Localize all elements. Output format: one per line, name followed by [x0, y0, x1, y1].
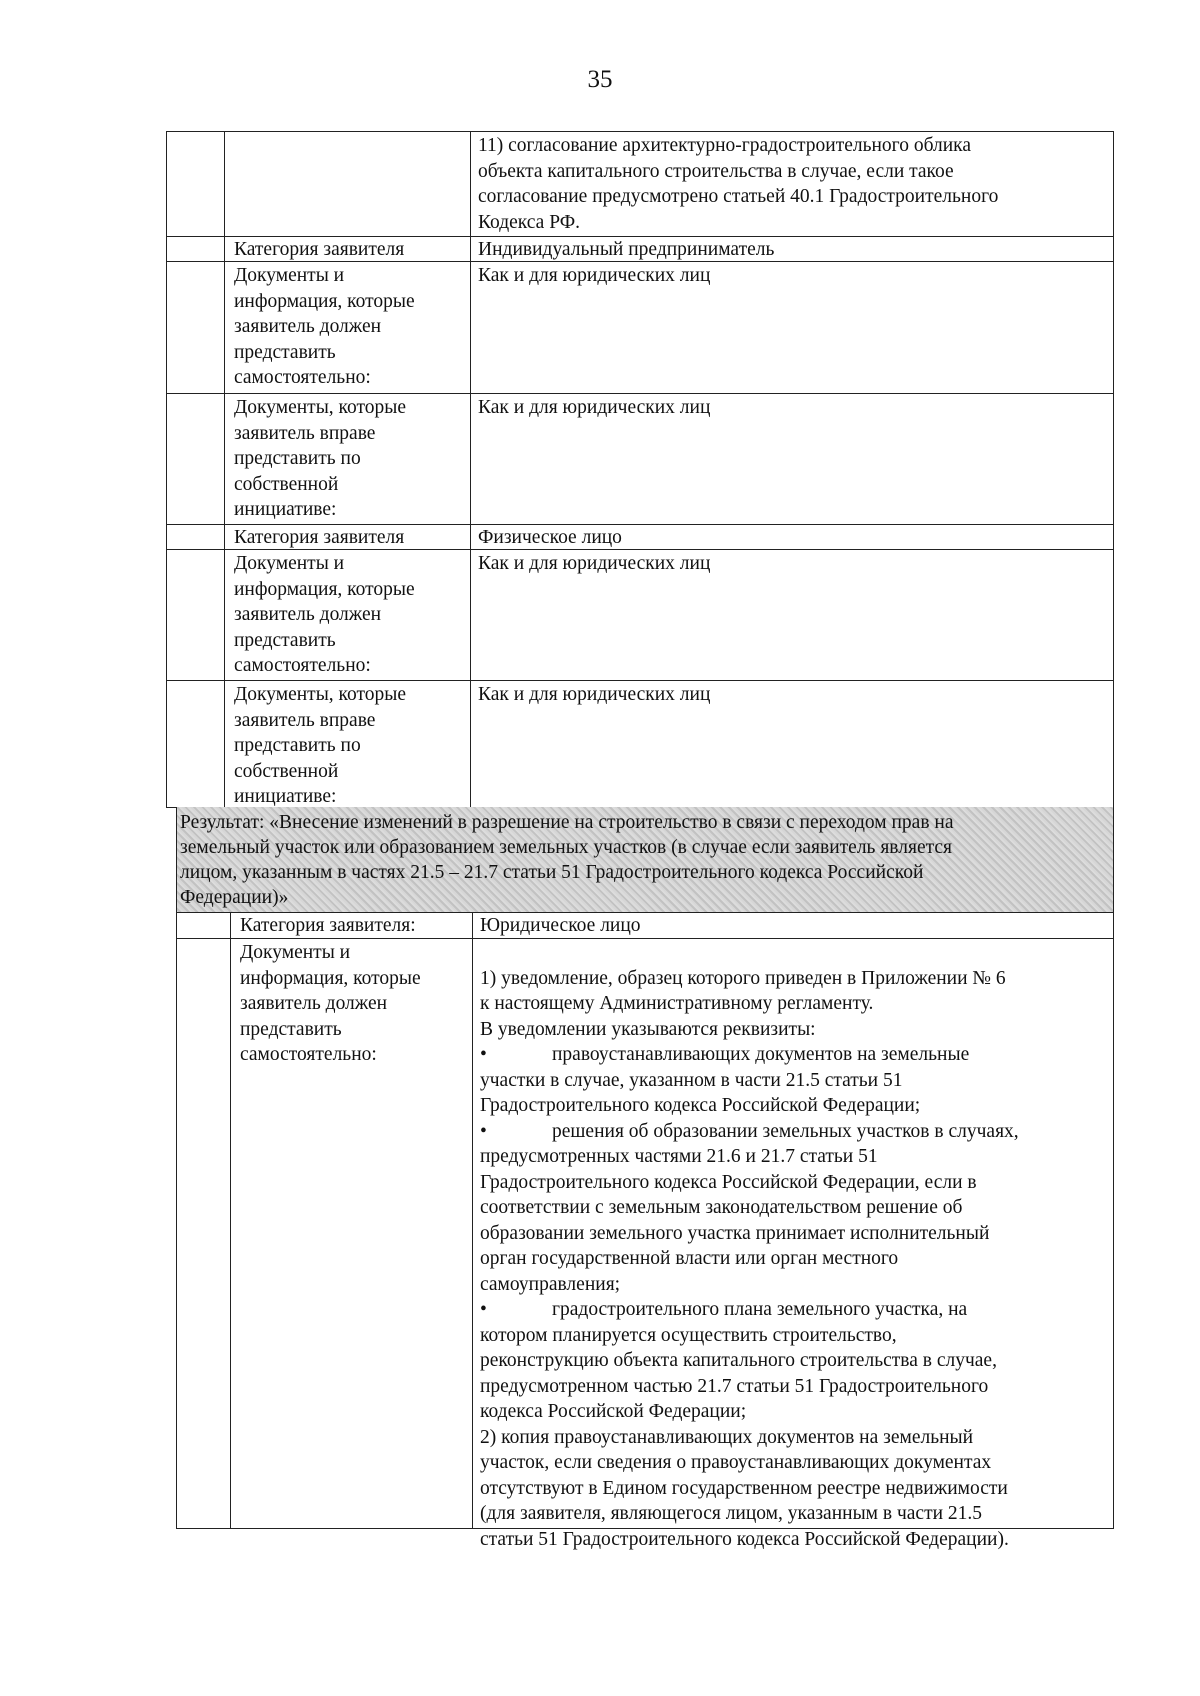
fl-category-label: Категория заявителя	[234, 527, 405, 548]
item2-text: 2) копия правоустанавливающих документов на земельный участок, если сведения о правоустанавливающих документах отсутствуют в Едином государственном реестре недвижимости (для заявителя, являющегося лицом, указанным в части 21.5 статьи 51 Градостроительного кодекса Российской Федерации).	[480, 1426, 1009, 1550]
column-border	[230, 912, 231, 1528]
ul-docs-required-label: Документы и информация, которые заявитель должен представить самостоятельно:	[240, 942, 421, 1065]
bullet2-rest: предусмотренных частями 21.6 и 21.7 статьи 51 Градостроительного кодекса Российской Федерации, если в соответствии с земельным законодательством решение об образовании земельного участка принимает исполнительный орган государственной власти или орган местного самоуправления;	[480, 1146, 990, 1295]
bullet3-first: градостроительного плана земельного участка, на	[552, 1299, 968, 1320]
result-text: Результат: «Внесение изменений в разрешение на строительство в связи с переходом прав на земельный участок или образованием земельных участков (в случае если заявитель является лицом, указанным в частях 21.5 – 21.7 статьи 51 Градостроительного кодекса Российской Федерации)»	[180, 812, 954, 908]
item1-text: 1) уведомление, образец которого приведен в Приложении № 6 к настоящему Административному регламенту. В уведомлении указываются реквизиты:	[480, 967, 1006, 1040]
column-border	[176, 807, 177, 1528]
ip-docs-optional-label: Документы, которые заявитель вправе представить по собственной инициативе:	[234, 397, 407, 520]
page-number: 35	[587, 66, 613, 93]
bullet-item	[480, 1042, 1113, 1068]
ip-category-value: Индивидуальный предприниматель	[478, 239, 775, 260]
ip-docs-required-value: Как и для юридических лиц	[478, 265, 711, 286]
ip-docs-optional-value: Как и для юридических лиц	[478, 397, 711, 418]
table-border-top	[166, 131, 1114, 132]
bullet1-rest: участки в случае, указанном в части 21.5 статьи 51 Градостроительного кодекса Российской Федерации;	[480, 1069, 921, 1116]
column-border	[166, 131, 167, 807]
bullet1-first: правоустанавливающих документов на земельные	[552, 1044, 970, 1065]
bullet-glyph: •	[480, 1299, 487, 1320]
bullet2-first: решения об образовании земельных участков в случаях,	[552, 1120, 1019, 1142]
ip-category-label: Категория заявителя	[234, 239, 405, 260]
bullet-glyph: •	[480, 1044, 487, 1065]
column-border	[1113, 131, 1114, 807]
fl-docs-required-value: Как и для юридических лиц	[478, 553, 711, 574]
bullet-item	[480, 1297, 1113, 1323]
fl-docs-optional-label: Документы, которые заявитель вправе представить по собственной инициативе:	[234, 684, 407, 807]
row0-content: 11) согласование архитектурно-градостроительного облика объекта капитального строительства в случае, если такое согласование предусмотрено статьей 40.1 Градостроительного Кодекса РФ.	[478, 135, 999, 233]
row-divider	[166, 393, 1114, 394]
column-border	[1113, 807, 1114, 1528]
fl-docs-required-label: Документы и информация, которые заявитель должен представить самостоятельно:	[234, 553, 415, 676]
row-divider	[166, 680, 1114, 681]
bullet3-rest: котором планируется осуществить строительство, реконструкцию объекта капитального строительства в случае, предусмотренном частью 21.7 статьи 51 Градостроительного кодекса Российской Федерации;	[480, 1324, 997, 1422]
ul-category-value: Юридическое лицо	[480, 915, 641, 936]
fl-category-value: Физическое лицо	[478, 527, 622, 548]
bullet-item	[480, 1119, 1113, 1145]
bullet-glyph: •	[480, 1120, 487, 1142]
fl-docs-optional-value: Как и для юридических лиц	[478, 684, 711, 705]
column-border	[224, 131, 225, 807]
ul-docs-required-value	[472, 940, 1113, 1552]
ul-category-label: Категория заявителя:	[240, 915, 416, 936]
ip-docs-required-label: Документы и информация, которые заявитель должен представить самостоятельно:	[234, 265, 415, 388]
